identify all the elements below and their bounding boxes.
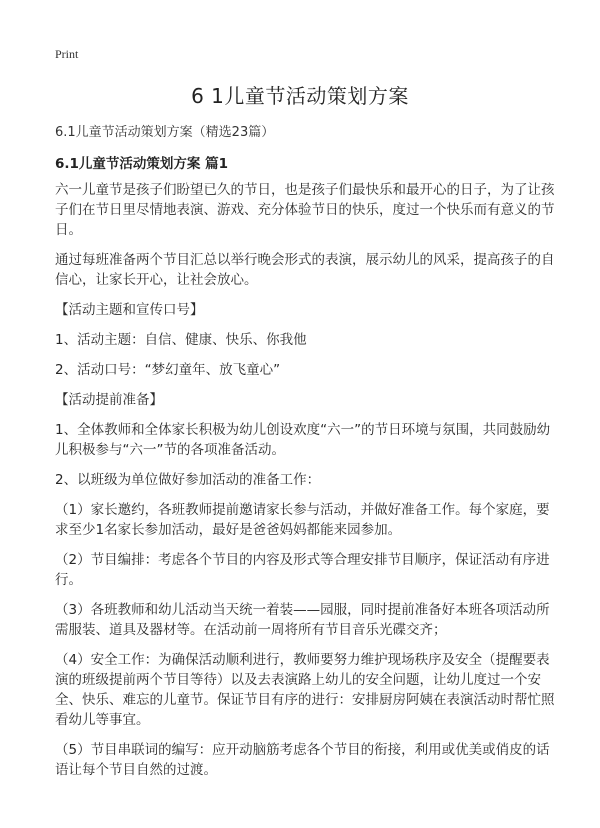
paragraph-item-3: （3）各班教师和幼儿活动当天统一着装——园服，同时提前准备好本班各项活动所需服装、道具及器材等。在活动前一周将所有节目音乐光碟交齐； xyxy=(55,602,550,638)
paragraph-item-2: （2）节目编排：考虑各个节目的内容及形式等合理安排节目顺序，保证活动有序进行。 xyxy=(55,552,550,588)
paragraph-theme: 1、活动主题：自信、健康、快乐、你我他 xyxy=(55,332,307,348)
paragraph-prep-1: 1、全体教师和全体家长积极为幼儿创设欢度“六一”的节日环境与氛围，共同鼓励幼儿积极参与“六一”节的各项准备活动。 xyxy=(55,422,551,458)
page-title: 6 1儿童节活动策划方案 xyxy=(191,84,409,108)
document-body xyxy=(55,180,555,790)
paragraph-prep-2: 2、以班级为单位做好参加活动的准备工作： xyxy=(55,472,321,488)
paragraph-item-4: （4）安全工作：为确保活动顺利进行，教师要努力维护现场秩序及安全（提醒要表演的班级提前两个节目等待）以及去表演路上幼儿的安全问题，让幼儿度过一个安全、快乐、难忘的儿童节。保证节目有序的进行：安排厨房阿姨在表演活动时帮忙照看幼儿等事宜。 xyxy=(55,652,555,728)
paragraph-prep-heading: 【活动提前准备】 xyxy=(55,392,163,408)
paragraph-intro: 六一儿童节是孩子们盼望已久的节日，也是孩子们最快乐和最开心的日子，为了让孩子们在节日里尽情地表演、游戏、充分体验节日的快乐，度过一个快乐而有意义的节日。 xyxy=(55,182,555,238)
paragraph-theme-heading: 【活动主题和宣传口号】 xyxy=(55,302,204,318)
paragraph-purpose: 通过每班准备两个节目汇总以举行晚会形式的表演，展示幼儿的风采，提高孩子的自信心，让家长开心，让社会放心。 xyxy=(55,252,555,288)
paragraph-item-5: （5）节目串联词的编写：应开动脑筋考虑各个节目的衔接，利用或优美或俏皮的话语让每个节目自然的过渡。 xyxy=(55,742,550,778)
document-subtitle: 6.1儿童节活动策划方案（精选23篇） xyxy=(55,125,275,140)
paragraph-slogan: 2、活动口号：“梦幻童年、放飞童心” xyxy=(55,362,281,378)
paragraph-item-1: （1）家长邀约，各班教师提前邀请家长参与活动，并做好准备工作。每个家庭，要求至少1名家长参加活动，最好是爸爸妈妈都能来园参加。 xyxy=(55,502,550,538)
print-label: Print xyxy=(55,47,79,61)
section-heading: 6.1儿童节活动策划方案 篇1 xyxy=(55,156,229,172)
